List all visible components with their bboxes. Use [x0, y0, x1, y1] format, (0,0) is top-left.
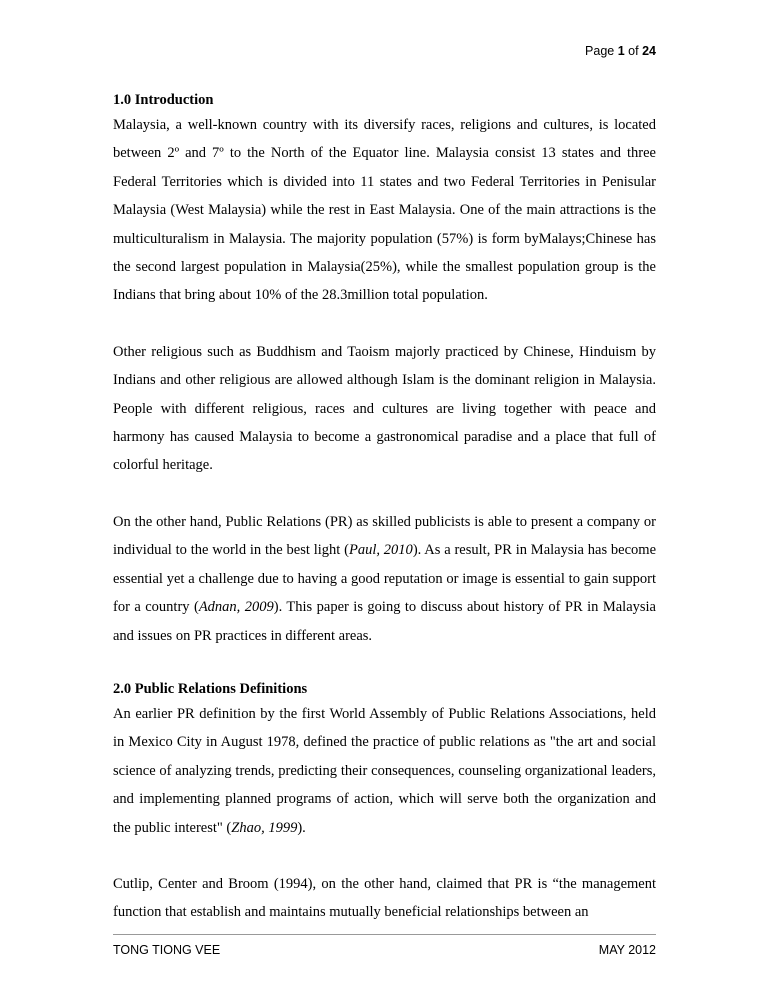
- citation-adnan: Adnan, 2009: [198, 599, 274, 616]
- page-prefix: Page: [585, 44, 615, 58]
- page-current: 1: [617, 44, 625, 58]
- page-of: of: [628, 44, 639, 58]
- footer-date: MAY 2012: [598, 943, 656, 957]
- citation-paul: Paul, 2010: [348, 542, 413, 559]
- def-p1-text-a: An earlier PR definition by the first World Assembly of Public Relations Associations, held in Mexico City in August 1978, defined the practice of public relations as "the art and social science of analyzing trends, predicting their consequences, counseling organizational leaders, and implementing planned programs of action, which will serve both the organization and the public interest" (: [113, 705, 656, 836]
- intro-paragraph-3: [113, 508, 656, 650]
- def-p1-text-b: ).: [297, 819, 306, 836]
- intro-heading: 1.0 Introduction: [113, 92, 214, 108]
- citation-zhao: Zhao, 1999: [231, 819, 298, 836]
- definitions-heading: 2.0 Public Relations Definitions: [113, 680, 308, 697]
- intro-paragraph-2: Other religious such as Buddhism and Taoism majorly practiced by Chinese, Hinduism by Indians and other religious are allowed although Islam is the dominant religion in Malaysia. People with different religious, races and cultures are living together with peace and harmony has caused Malaysia to become a gastronomical paradise and a place that full of colorful heritage.: [113, 343, 656, 474]
- page-total: 24: [642, 44, 656, 58]
- definitions-paragraph-2: Cutlip, Center and Broom (1994), on the other hand, claimed that PR is “the management function that establish and maintains mutually beneficial relationships between an: [113, 875, 656, 921]
- page-number: [585, 44, 656, 58]
- intro-paragraph-1: Malaysia, a well-known country with its diversify races, religions and cultures, is located between 2º and 7º to the North of the Equator line. Malaysia consist 13 states and three Federal Territories which is divided into 11 states and two Federal Territories in Penisular Malaysia (West Malaysia) while the rest in East Malaysia. One of the main attractions is the multiculturalism in Malaysia. The majority population (57%) is form byMalays;Chinese has the second largest population in Malaysia(25%), while the smallest population group is the Indians that bring about 10% of the 28.3million total population.: [113, 117, 656, 304]
- intro-p3-text-a: On the other hand, Public Relations (PR) as skilled publicists is able to present a company or individual to the world in the best light (: [113, 513, 656, 559]
- intro-p3-text-c: ). This paper is going to discuss about history of PR in Malaysia and issues on PR practices in different areas.: [113, 599, 656, 644]
- footer-author: TONG TIONG VEE: [113, 943, 221, 957]
- page-footer: [113, 934, 656, 957]
- intro-p3-text-b: ). As a result, PR in Malaysia has become essential yet a challenge due to having a good reputation or image is essential to gain support for a country (: [113, 542, 657, 616]
- definitions-paragraph-1: [113, 700, 656, 842]
- document-body: [113, 89, 656, 927]
